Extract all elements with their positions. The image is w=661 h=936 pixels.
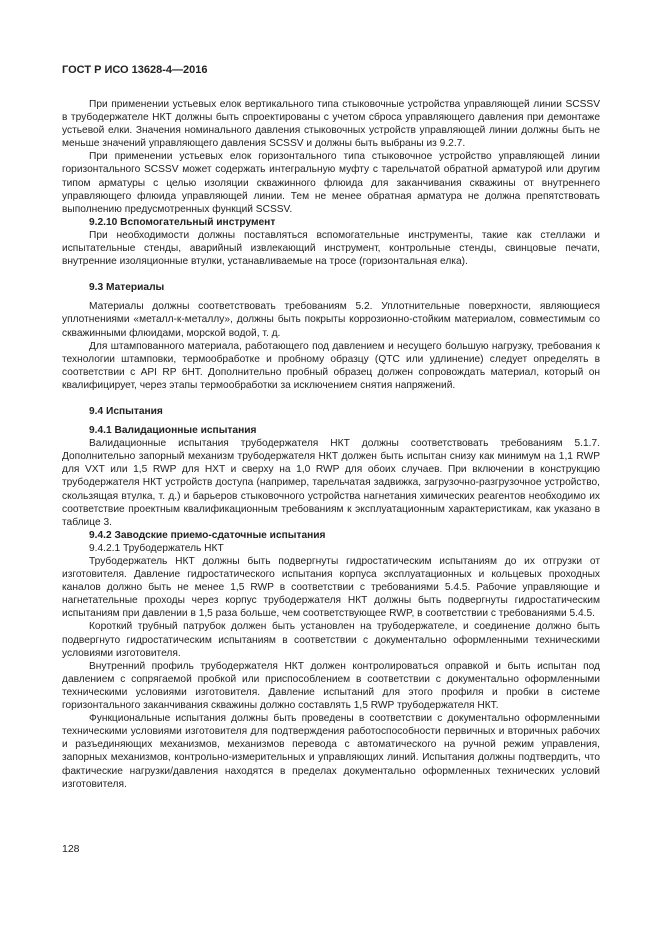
document-header: ГОСТ Р ИСО 13628-4—2016 [62,64,208,76]
section-heading: 9.3 Материалы [89,282,165,294]
paragraph: При применении устьевых елок вертикального типа стыковочные устройства управляющей линии SCSSV в трубодержателе НКТ должны быть спроектированы с учетом сброса управляющего давления при демонтаже устьевой елки. Значения номинального давления стыковочных устройств управляющей линии должны быть не меньше значений управляющего давления SCSSV и должны быть выбраны из 9.2.7. [62,99,600,150]
paragraph: При применении устьевых елок горизонтального типа стыковочное устройство управляющей линии горизонтального SCSSV может содержать интегральную муфту с тарельчатой обратной арматурой или другим типом арматуры с целью изоляции скважинного флюида для заканчивания скважины от внутреннего управляющего флюида управляющей линии. Тем не менее обратная арматура не должна препятствовать выполнению предусмотренных функций SCSSV. [62,151,600,215]
paragraph: Функциональные испытания должны быть проведены в соответствии с документально оформленными техническими условиями изготовителя для подтверждения работоспособности первичных и вторичных рабочих и разъединяющих механизмов, механизмов перевода с автоматического на ручной режим управления, запорных механизмов, контрольно-измерительных и управляющих линий. Испытания должны подтвердить, что фактические нагрузки/давления находятся в пределах документально оформленных технических условий изготовителя. [62,713,600,790]
paragraph: Материалы должны соответствовать требованиям 5.2. Уплотнительные поверхности, являющиеся уплотнениями «металл-к-металлу», должны быть покрыты коррозионно-стойким материалом, совместимым со скважинными флюидами, морской водой, т. д. [62,301,600,339]
paragraph: Короткий трубный патрубок должен быть установлен на трубодержателе, и соединение должно быть подвергнуто гидростатическим испытаниям в соответствии с документально оформленными техническими условиями изготовителя. [62,621,600,659]
paragraph: Внутренний профиль трубодержателя НКТ должен контролироваться оправкой и быть испытан под давлением с сопрягаемой пробкой или приспособлением в соответствии с документально оформленными техническими условиями изготовителя. Давление испытаний для этого профиля и пробки в системе горизонтального заканчивания скважины должно составлять 1,5 RWP трубодержателя НКТ. [62,660,600,712]
document-body [62,98,600,791]
section-heading: 9.2.10 Вспомогательный инструмент [89,216,276,228]
paragraph: При необходимости должны поставляться вспомогательные инструменты, такие как стеллажи и испытательные стенды, аварийный извлекающий инструмент, контрольные стенды, свинцовые печати, внутренние изоляционные втулки, устанавливаемые на тросе (горизонтальная елка). [62,229,600,268]
section-heading: 9.4.1 Валидационные испытания [89,425,257,437]
paragraph: Валидационные испытания трубодержателя НКТ должны соответствовать требованиям 5.1.7. Дополнительно запорный механизм трубодержателя НКТ должен быть испытан снизу как минимум на 1,1 RWP для VXT или 1,5 RWP для HXT и сверху на 1,0 RWP для обоих случаев. При включении в конструкцию трубодержателя НКТ устройств доступа (например, тарельчатая задвижка, загрузочно-разгрузочное устройство, скользящая втулка, т. д.) и барьеров стыковочного устройства нагнетания химических реагентов необходимо их соответствие проектным квалификационным требованиям к эксплуатационным характеристикам, как указано в таблице 3. [62,438,600,528]
subsection-heading: 9.4.2.1 Трубодержатель НКТ [89,542,224,554]
paragraph: Трубодержатель НКТ должны быть подвергнуты гидростатическим испытаниям до их отгрузки от изготовителя. Давление гидростатического испытания корпуса эксплуатационных и кольцевых проходных каналов должно быть не менее 1,5 RWP в соответствии с требованиями 5.4.5. Рабочие управляющие и нагнетательные проходы через корпус трубодержателя НКТ должны быть подвергнуты гидростатическим испытаниям при давлении в 1,5 раза больше, чем соответствующее RWP, в соответствии с требованиями 5.4.5. [62,556,600,620]
section-heading: 9.4.2 Заводские приемо-сдаточные испытания [89,529,326,541]
page-number: 128 [62,843,80,855]
section-heading: 9.4 Испытания [89,405,163,417]
paragraph: Для штампованного материала, работающего под давлением и несущего большую нагрузку, требования к технологии штамповки, термообработке и пробному образцу (QTC или удлинение) следует определять в соответствии с API RP 6HT. Дополнительно пробный образец должен сопровождать материал, который он квалифицирует, через этапы термообработки за исключением снятия напряжений. [62,340,600,391]
